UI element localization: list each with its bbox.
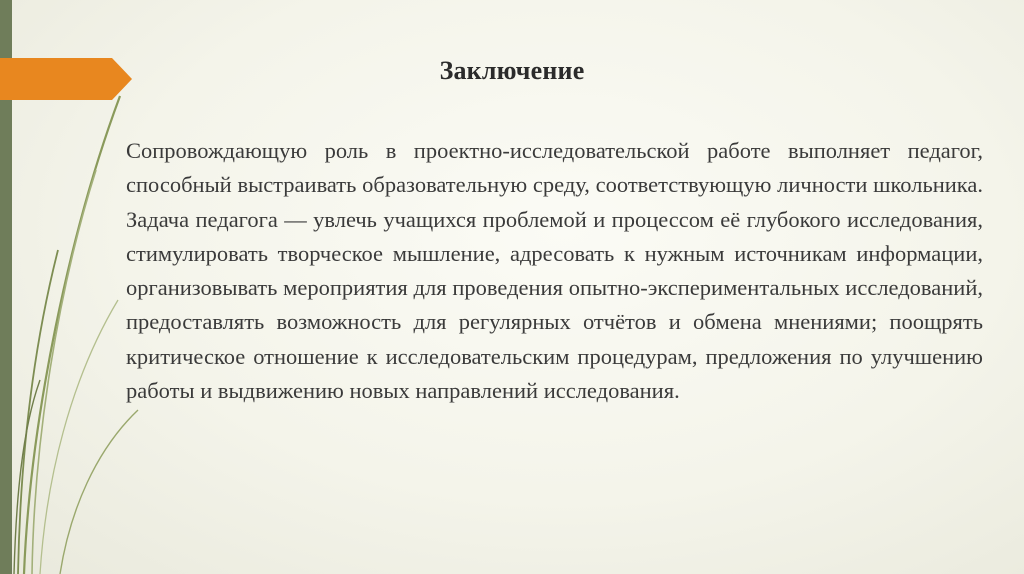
slide-title: Заключение [439,56,585,85]
slide-body-text: Сопровождающую роль в проектно-исследовательской работе выполняет педагог, способный выстраивать образовательную среду, соответствующую личности школьника. Задача педагога — увлечь учащихся проблемой и процессом её глубокого исследования, стимулировать творческое мышление, адресовать к нужным источникам информации, организовывать мероприятия для проведения опытно-экспериментальных исследований, предоставлять возможность для регулярных отчётов и обмена мнениями; поощрять критическое отношение к исследовательским процедурам, предложения по улучшению работы и выдвижению новых направлений исследования. [126,138,983,404]
